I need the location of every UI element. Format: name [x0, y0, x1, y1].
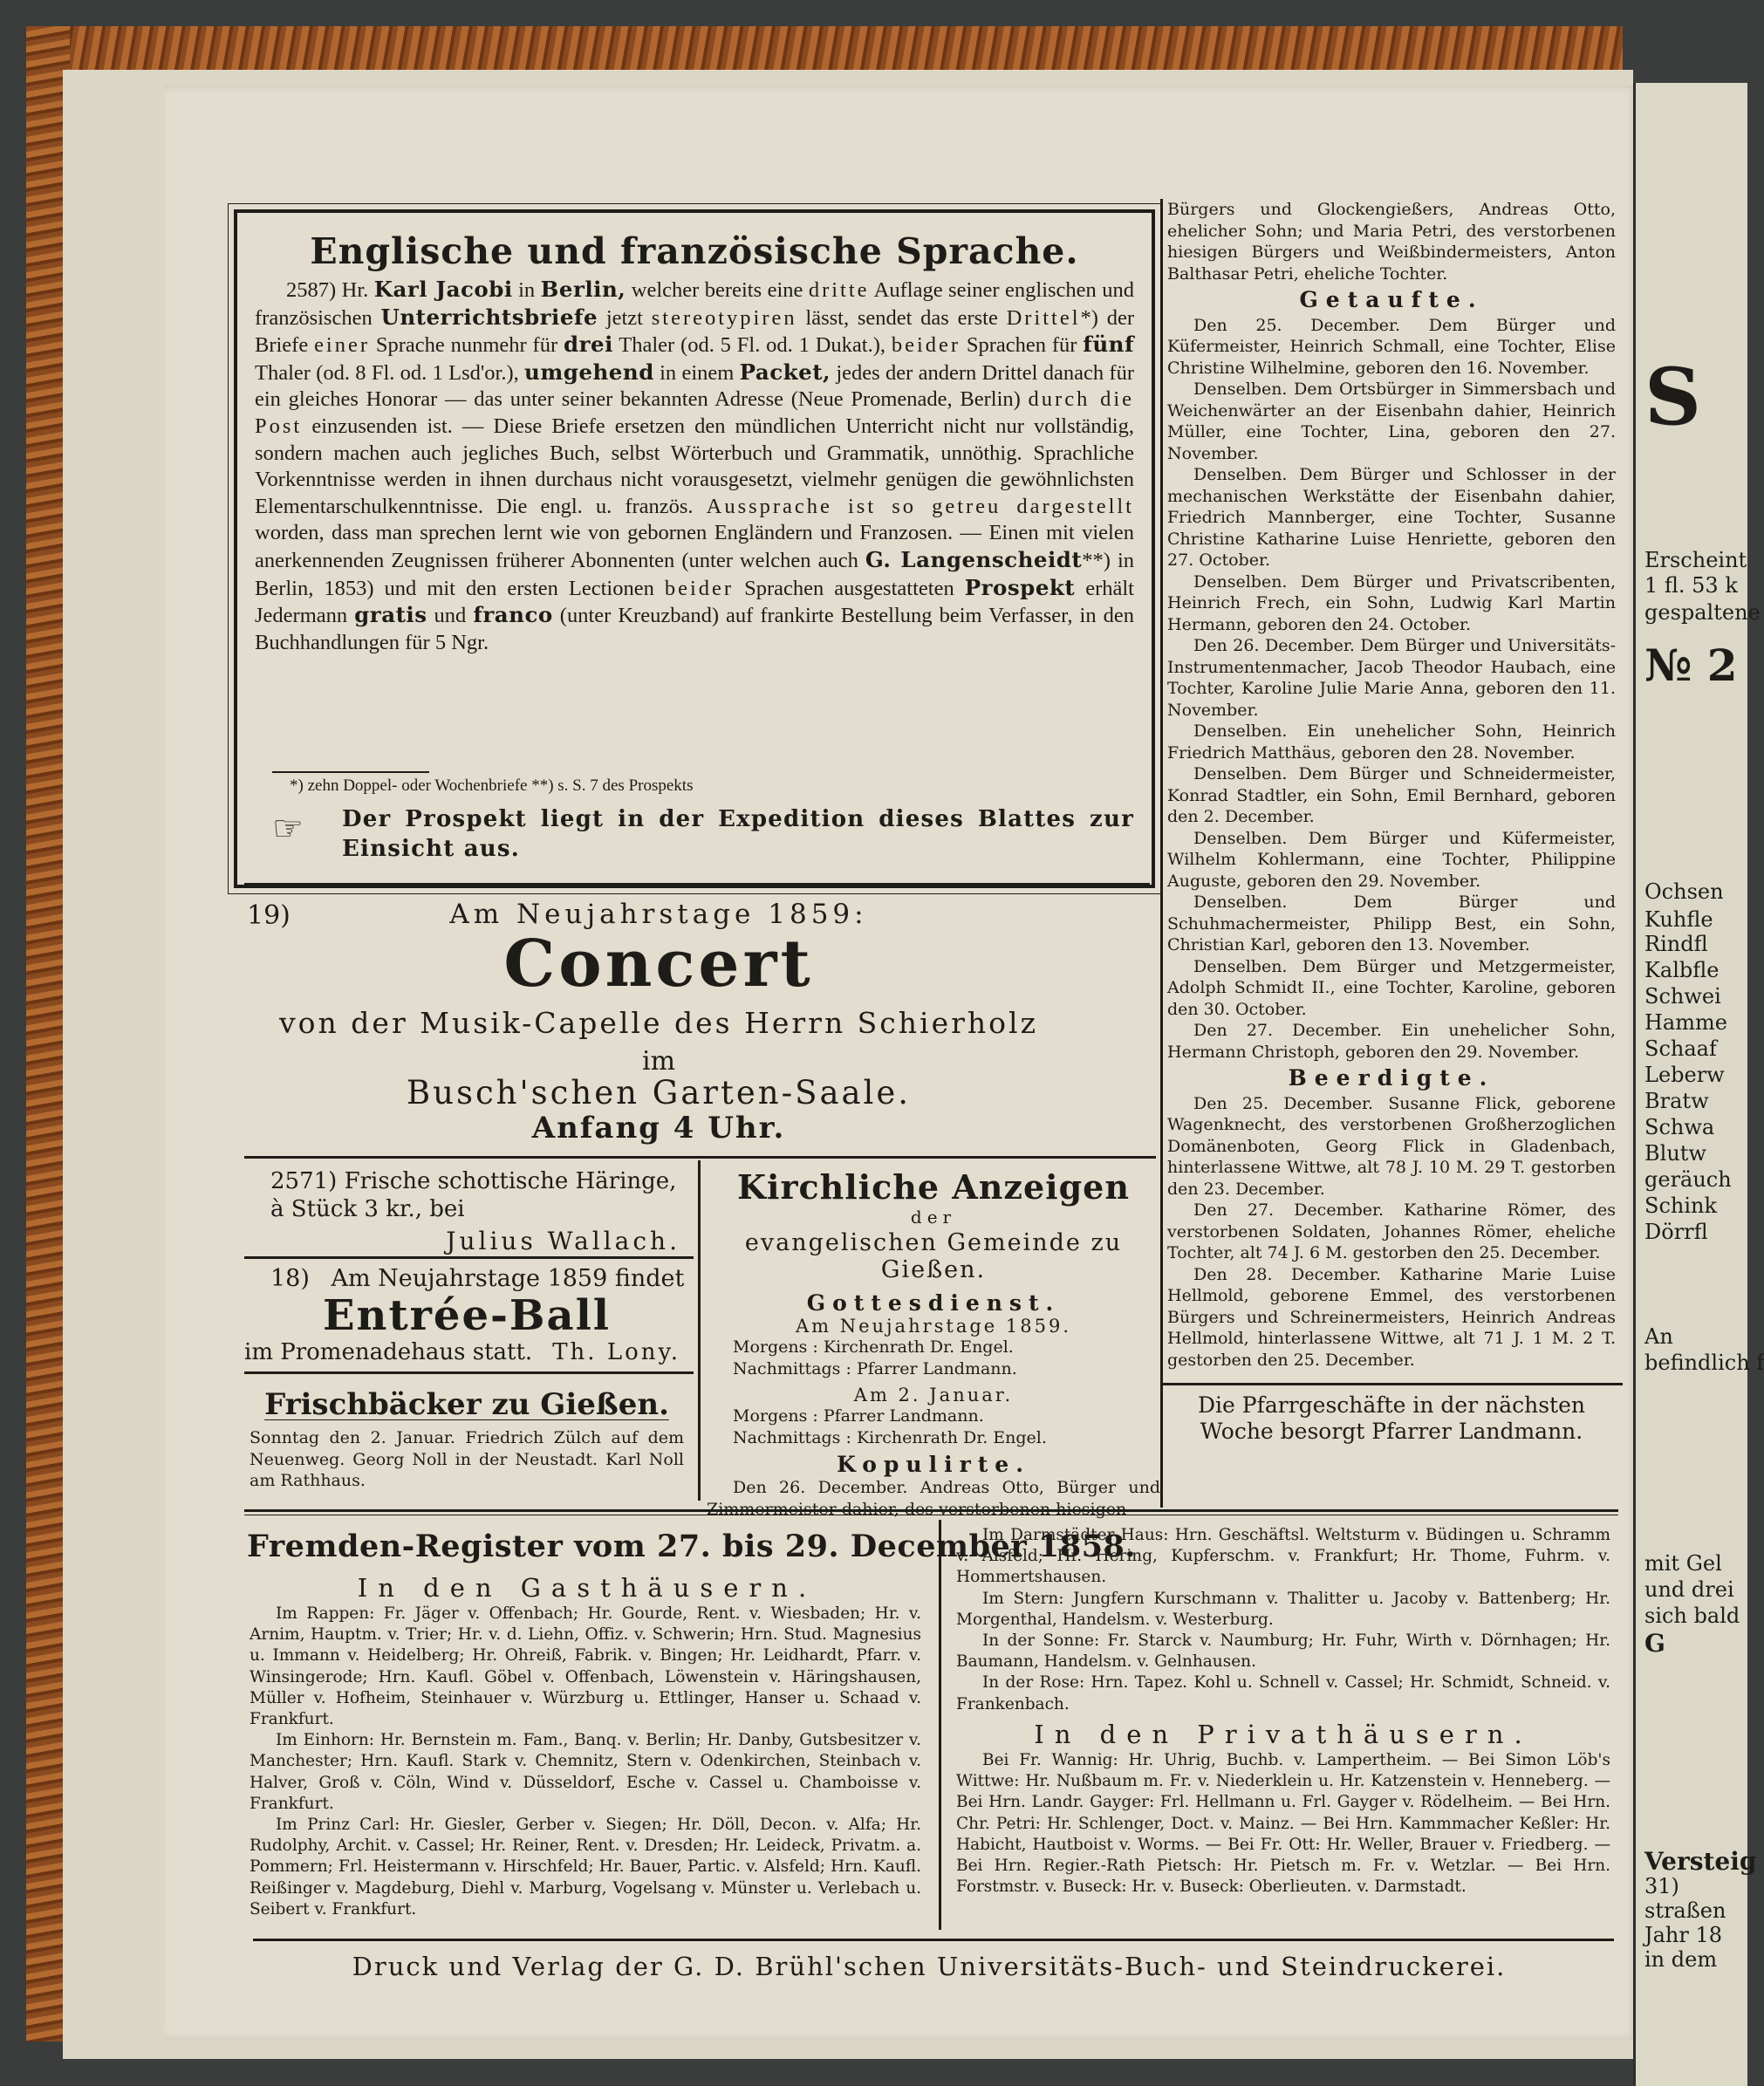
divider: [253, 1939, 1614, 1941]
baptism-entry: Denselben. Dem Bürger und Schuhmachermeister, Philipp Best, ein Sohn, Christian Karl, geboren den 13. November.: [1167, 893, 1616, 954]
divider: [244, 1256, 694, 1259]
hotel-guest-entry: Im Rappen: Fr. Jäger v. Offenbach; Hr. Gourde, Rent. v. Wiesbaden; Hr. v. Arnim, Hauptm. v. Trier; Hr. v. d. Liehn, Offiz. v. Schwerin; Hrn. Stud. Magnesius u. Immann v. Heidelberg; Hr. Ohreiß, Fabrik. v. Bingen; Hr. Leidhardt, Pfarr. v. Winsingerode; Hrn. Kaufl. Göbel v. Offenbach, Löwenstein v. Häringshausen, Müller v. Hofheim, Steinhauer v. Würzburg u. Ettlinger, Hanser u. Schaad v. Frankfurt.: [250, 1604, 921, 1729]
church-title: Kirchliche Anzeigen: [737, 1167, 1130, 1207]
bold-term: Prospekt: [964, 574, 1076, 600]
ad-text-run: **) in Berlin, 1853) und mit den ersten Lectionen: [255, 548, 1135, 600]
baptism-entry: Denselben. Dem Bürger und Küfermeister, Wilhelm Kohlermann, eine Tochter, Philippine Auguste, geboren den 29. November.: [1167, 828, 1616, 891]
ad-text-run: in: [512, 278, 541, 302]
fremden-register-title: Fremden-Register vom 27. bis 29. December 1858.: [247, 1529, 1136, 1564]
adjacent-page: [1633, 83, 1764, 2086]
adjacent-page-fragment: Schink: [1644, 1193, 1718, 1218]
column-divider: [939, 1520, 941, 1930]
burial-entry: Den 27. December. Katharine Römer, des verstorbenen Soldaten, Johannes Römer, eheliche Tochter, alt 74 J. 6 M. gestorben den 25. December.: [1167, 1200, 1616, 1262]
burials-list: [1167, 1093, 1616, 1371]
adjacent-page-fragment: Blutw: [1644, 1141, 1706, 1166]
ad-number: 2587): [286, 278, 337, 302]
morning-label: Morgens :: [733, 1337, 818, 1357]
adjacent-page-fragment: Hamme: [1644, 1010, 1727, 1035]
gasthaeuser-heading: In den Gasthäusern.: [357, 1573, 817, 1603]
divider: [244, 883, 1150, 886]
adjacent-page-fragment: Jahr 18: [1644, 1923, 1723, 1947]
baptism-entry: Denselben. Dem Bürger und Metzgermeister, Adolph Schmidt II., eine Tochter, Karoline, geboren den 30. October.: [1167, 956, 1616, 1019]
concert-im: im: [641, 1046, 676, 1077]
service-day-1: Am Neujahrstage 1859.: [795, 1316, 1072, 1337]
adjacent-page-fragment: in dem: [1644, 1947, 1718, 1972]
hotel-guest-entry: Im Prinz Carl: Hr. Giesler, Gerber v. Siegen; Hr. Döll, Decon. v. Alfa; Hr. Rudolphy, Archit. v. Cassel; Hr. Reiner, Rent. v. Dresden; Hr. Leideck, Privatm. a. Pommern; Frl. Heistermann v. Hirschfeld; Hr. Bauer, Partic. v. Alsfeld; Hrn. Kaufl. Reißinger v. Magdeburg, Diehl v. Marburg, Vogelsang v. Münster u. Verlebach u. Seibert v. Frankfurt.: [250, 1816, 921, 1918]
ad-text-run: einzusenden ist. — Diese Briefe ersetzen den mündlichen Unterricht nicht nur vollständig, sondern machen auch jegliches Buch, selbst Wörterbuch und Grammatik, unnöthig. Sprachliche Vorkenntnisse werden in ihnen durchaus nicht vorausgesetzt, vielmehr genügen die gewöhnlichsten Elementarschulkenntnisse. Die engl. u. französ.: [255, 414, 1134, 518]
adjacent-page-fragment: Kalbfle: [1644, 958, 1720, 982]
hotel-guest-entry: In der Sonne: Fr. Starck v. Naumburg; Hr. Fuhr, Wirth v. Dörnhagen; Hr. Baumann, Handelsm. v. Gelnhausen.: [956, 1631, 1610, 1672]
spaced-term: durch die Post: [255, 387, 1135, 438]
adjacent-page-fragment: An: [1644, 1324, 1673, 1349]
printer-imprint: Druck und Verlag der G. D. Brühl'schen Universitäts-Buch- und Steindruckerei.: [352, 1952, 1507, 1981]
adjacent-page-fragment: gespaltene: [1644, 600, 1761, 625]
adjacent-page-fragment: Erscheint: [1644, 548, 1747, 572]
frischbaecker-title: Frischbäcker zu Gießen.: [264, 1387, 669, 1422]
divider: [244, 1371, 694, 1374]
bold-term: Karl Jacobi: [373, 277, 513, 302]
hotel-guest-entry: Im Einhorn: Hr. Bernstein m. Fam., Banq. v. Berlin; Hr. Danby, Gutsbesitzer v. Manchester; Hrn. Kaufl. Stark v. Chemnitz, Stern v. Odenkirchen, Steinbach v. Halver, Groß v. Cöln, Wind v. Düsseldorf, Esche v. Cassel u. Chamboisse v. Frankfurt.: [250, 1731, 921, 1813]
spaced-term: Aussprache ist so getreu dargestellt: [706, 494, 1134, 518]
church-notices: [707, 1167, 1160, 1520]
afternoon-label: Nachmittags :: [733, 1427, 851, 1447]
ad-text-run: in einem: [653, 360, 740, 385]
beerdigte-heading: Beerdigte.: [1288, 1065, 1495, 1091]
adjacent-page-fragment: Ochsen: [1644, 879, 1724, 904]
ad-text-run: Thaler (od. 8 Fl. od. 1 Lsd'or.),: [255, 360, 525, 385]
divider: [1160, 1383, 1623, 1385]
baptism-entry: Denselben. Ein unehelicher Sohn, Heinrich Friedrich Matthäus, geboren den 28. November.: [1167, 722, 1616, 763]
language-ad-body: [255, 277, 1134, 656]
ad-text-run: welcher bereits eine: [626, 278, 809, 302]
morning-label: Morgens :: [733, 1406, 818, 1426]
ball-ad: [244, 1265, 689, 1365]
burial-entry: Den 28. December. Katharine Marie Luise Hellmold, geborene Emmel, des verstorbenen Bürgers und Schreinermeisters, Heinrich Andreas Hellmold, hinterlassene Wittwe, alt 71 J. 1 M. 2 T. gestorben den 25. December.: [1167, 1264, 1616, 1370]
baptism-entry: Den 26. December. Dem Bürger und Universitäts-Instrumentenmacher, Jacob Theodor Haubach, eine Tochter, Karoline Julie Marie Anna, geboren den 11. November.: [1167, 636, 1616, 720]
church-der: der: [910, 1207, 957, 1228]
marriage-continuation: Bürgers und Glockengießers, Andreas Otto, ehelicher Sohn; und Maria Petri, des verstorbenen hiesigen Bürgers und Weißbindermeisters, Anton Balthasar Petri, eheliche Tochter.: [1167, 200, 1616, 284]
language-ad-text: [255, 278, 1134, 654]
service-day-2: Am 2. Januar.: [853, 1385, 1014, 1405]
baptism-entry: Den 27. December. Ein unehelicher Sohn, Hermann Christoph, geboren den 29. November.: [1167, 1021, 1616, 1062]
adjacent-page-fragment: straßen: [1644, 1898, 1726, 1923]
adjacent-page-fragment: Kuhfle: [1644, 907, 1713, 932]
divider: [244, 1509, 1618, 1512]
baptism-entry: Denselben. Dem Bürger und Schneidermeister, Konrad Stadtler, ein Sohn, Emil Bernhard, geboren den 2. December.: [1167, 764, 1616, 826]
adjacent-page-fragment: Schwei: [1644, 984, 1721, 1009]
adjacent-page-fragment: Schaaf: [1644, 1036, 1717, 1061]
footnote-rule: [272, 771, 429, 773]
right-column: [1167, 199, 1616, 1445]
concert-date: Am Neujahrstage 1859:: [449, 899, 868, 930]
spaced-term: stereotypiren: [651, 305, 797, 330]
hotel-guest-entry: In der Rose: Hrn. Tapez. Kohl u. Schnell v. Cassel; Hr. Schmidt, Schneid. v. Frankenbach.: [956, 1673, 1610, 1713]
bold-term: G. Langenscheidt: [865, 546, 1083, 572]
ad-text-run: jetzt: [598, 305, 652, 330]
divider: [244, 1156, 1156, 1159]
ball-title: Entrée-Ball: [322, 1291, 612, 1340]
spaced-term: beider: [891, 333, 961, 358]
afternoon-preacher: Kirchenrath Dr. Engel.: [856, 1427, 1047, 1447]
adjacent-page-fragment: Bratw: [1644, 1089, 1709, 1113]
ad-text-run: Hr.: [341, 278, 374, 302]
bold-term: gratis: [354, 602, 427, 628]
spaced-term: Drittel: [1006, 305, 1081, 330]
adjacent-page-fragment: sich bald: [1644, 1604, 1740, 1628]
church-subtitle: evangelischen Gemeinde zu Gießen.: [744, 1229, 1123, 1283]
bold-term: Unterrichtsbriefe: [380, 304, 598, 330]
ad-text-run: Sprachen für: [961, 333, 1084, 358]
kopulirte-text: Den 26. December. Andreas Otto, Bürger und Zimmermeister dahier, des verstorbenen hiesigen: [707, 1478, 1160, 1519]
ball-intro: Am Neujahrstage 1859 findet: [331, 1265, 685, 1292]
language-ad-box: [234, 209, 1155, 888]
spaced-term: beider: [664, 576, 735, 600]
column-divider: [1160, 199, 1163, 1508]
ball-signer: Th. Lony.: [552, 1339, 680, 1365]
kopulirte-heading: Kopulirte.: [837, 1452, 1030, 1477]
ad-text-run: jedes der andern Drittel danach für ein gleiches Honorar — das unter seiner bekannten Adresse (Neue Promenade, Berlin): [255, 360, 1134, 412]
hotel-guest-entry: Im Darmstädter Haus: Hrn. Geschäftsl. Weltsturm v. Büdingen u. Schramm v. Alsfeld; Hr. Hering, Kupferschm. v. Frankfurt; Hr. Thome, Fuhrm. v. Hommertshausen.: [956, 1526, 1610, 1587]
afternoon-preacher: Pfarrer Landmann.: [856, 1358, 1017, 1378]
baptism-entry: Denselben. Dem Ortsbürger in Simmersbach und Weichenwärter an der Eisenbahn dahier, Heinrich Müller, eine Tochter, Lina, geboren den 27. November.: [1167, 380, 1616, 463]
concert-time: Anfang 4 Uhr.: [531, 1111, 786, 1146]
fremden-register-right: [956, 1525, 1610, 1898]
burial-entry: Den 25. December. Susanne Flick, geborene Wagenknecht, des verstorbenen Großherzoglichen Domänenboten, Georg Flick in Gladenbach, hinterlassene Wittwe, alt 78 J. 10 M. 29 T. gestorben den 23. December.: [1167, 1093, 1616, 1199]
gottesdienst-heading: Gottesdienst.: [806, 1290, 1061, 1316]
concert-venue: Busch'schen Garten-Saale.: [406, 1074, 912, 1111]
concert-title: Concert: [503, 927, 814, 1002]
haeringe-ad: [244, 1167, 689, 1255]
frischbaecker-notice: [244, 1387, 689, 1492]
pointing-hand-icon: ☞: [272, 809, 304, 849]
pfarr-notice: Die Pfarrgeschäfte in der nächsten Woche besorgt Pfarrer Landmann.: [1198, 1392, 1585, 1444]
adjacent-page-fragment: G: [1644, 1629, 1665, 1658]
adjacent-page-fragment: Versteig: [1644, 1847, 1757, 1876]
privathaeuser-text: Bei Fr. Wannig: Hr. Uhrig, Buchb. v. Lampertheim. — Bei Simon Löb's Wittwe: Hr. Nußbaum m. Fr. v. Niederklein u. Hr. Katzenstein v. Henneberg. — Bei Hrn. Landr. Gayger: Frl. Hellmann u. Frl. Gayger v. Rödelheim. — Bei Hrn. Chr. Petri: Hr. Schlenger, Doct. v. Mainz. — Bei Hrn. Kammmacher Keßler: Hr. Habicht, Hautboist v. Worms. — Bei Fr. Ott: Hr. Weller, Brauer v. Friedberg. — Bei Hrn. Regier.-Rath Pietsch: Hr. Pietsch m. Fr. v. Wetzlar. — Bei Hrn. Forstmstr. v. Buseck: Hr. v. Buseck: Oberlieuten. v. Darmstadt.: [956, 1751, 1610, 1897]
bold-term: Packet,: [739, 359, 831, 385]
bold-term: Berlin,: [540, 277, 626, 302]
haeringe-text: Frische schottische Häringe, à Stück 3 kr., bei: [270, 1168, 677, 1222]
ad-text-run: (unter Kreuzband) auf frankirte Bestellung beim Verfasser, in den Buchhandlungen für 5 Ngr.: [255, 604, 1134, 654]
adjacent-page-fragment: befindlich f: [1644, 1351, 1764, 1375]
adjacent-page-fragment: Rindfl: [1644, 932, 1708, 956]
spaced-term: dritte: [808, 278, 870, 302]
afternoon-label: Nachmittags :: [733, 1358, 851, 1378]
bold-term: franco: [473, 602, 553, 628]
adjacent-page-fragment: 1 fl. 53 k: [1644, 573, 1738, 598]
adjacent-page-fragment: Schwa: [1644, 1115, 1715, 1139]
spaced-term: einer: [314, 333, 371, 358]
bold-term: drei: [563, 332, 613, 358]
prospekt-note: Der Prospekt liegt in der Expedition dieses Blattes zur Einsicht aus.: [342, 806, 1134, 862]
adjacent-page-fragment: Dörrfl: [1644, 1220, 1708, 1244]
ball-place: im Promenadehaus statt.: [244, 1339, 533, 1365]
getaufte-heading: Getaufte.: [1299, 287, 1484, 312]
fremden-register-hotels: [250, 1604, 921, 1920]
frischbaecker-text: Sonntag den 2. Januar. Friedrich Zülch auf dem Neuenweg. Georg Noll in der Neustadt. Karl Noll am Rathhaus.: [250, 1428, 684, 1490]
adjacent-page-fragment: 31): [1644, 1874, 1679, 1898]
adjacent-page-fragment: № 2: [1644, 639, 1738, 691]
baptism-entry: Den 25. December. Dem Bürger und Küfermeister, Heinrich Schmall, eine Tochter, Elise Christine Wilhelmine, geboren den 16. November.: [1167, 315, 1616, 378]
haeringe-number: 2571): [270, 1168, 338, 1194]
concert-performer: von der Musik-Capelle des Herrn Schierholz: [279, 1006, 1038, 1040]
ad-text-run: *) der Briefe: [255, 305, 1134, 358]
ad-text-run: Sprache nunmehr für: [370, 333, 564, 358]
morning-preacher: Kirchenrath Dr. Engel.: [823, 1337, 1014, 1357]
ad-text-run: Auflage seiner englischen und französischen: [255, 278, 1135, 330]
haeringe-signer: Julius Wallach.: [446, 1227, 680, 1255]
baptisms-list: [1167, 315, 1616, 1064]
ad-text-run: Thaler (od. 5 Fl. od. 1 Dukat.),: [612, 333, 892, 358]
adjacent-page-fragment: Leberw: [1644, 1063, 1725, 1087]
hotel-guest-entry: Im Stern: Jungfern Kurschmann v. Thalitter u. Jacoby v. Battenberg; Hr. Morgenthal, Handelsm. v. Westerburg.: [956, 1589, 1610, 1629]
bold-term: umgehend: [524, 359, 654, 385]
baptism-entry: Denselben. Dem Bürger und Privatscribenten, Heinrich Frech, ein Sohn, Ludwig Karl Martin Hermann, geboren den 24. October.: [1167, 571, 1616, 634]
adjacent-page-fragment: geräuch: [1644, 1167, 1732, 1192]
language-ad-title: Englische und französische Sprache.: [310, 230, 1079, 272]
ad-text-run: worden, dass man sprechen lernt wie von gebornen Engländern und Franzosen. — Einen mit vielen anerkennenden Zeugnissen früherer Abonnenten (unter welchen auch: [255, 521, 1134, 572]
morning-preacher: Pfarrer Landmann.: [823, 1406, 984, 1426]
language-ad-footnote: *) zehn Doppel- oder Wochenbriefe **) s. S. 7 des Prospekts: [290, 776, 694, 795]
baptism-entry: Denselben. Dem Bürger und Schlosser in der mechanischen Werkstätte der Eisenbahn dahier, Friedrich Mannberger, eine Tochter, Susanne Christine Katharine Luise Henriette, geboren den 27. October.: [1167, 465, 1616, 570]
ad-text-run: und: [427, 604, 474, 628]
privathaeuser-heading: In den Privathäusern.: [1034, 1719, 1533, 1749]
concert-number: 19): [247, 900, 291, 931]
adjacent-page-fragment: S: [1644, 351, 1701, 443]
bold-term: fünf: [1083, 332, 1134, 358]
ad-text-run: erhält Jedermann: [255, 576, 1134, 628]
adjacent-page-fragment: und drei: [1644, 1577, 1734, 1602]
adjacent-page-fragment: mit Gel: [1644, 1551, 1722, 1576]
ad-text-run: Sprachen ausgestatteten: [734, 576, 965, 600]
ad-text-run: lässt, sendet das erste: [797, 305, 1007, 330]
column-divider: [698, 1160, 701, 1501]
ball-number: 18): [270, 1265, 310, 1292]
